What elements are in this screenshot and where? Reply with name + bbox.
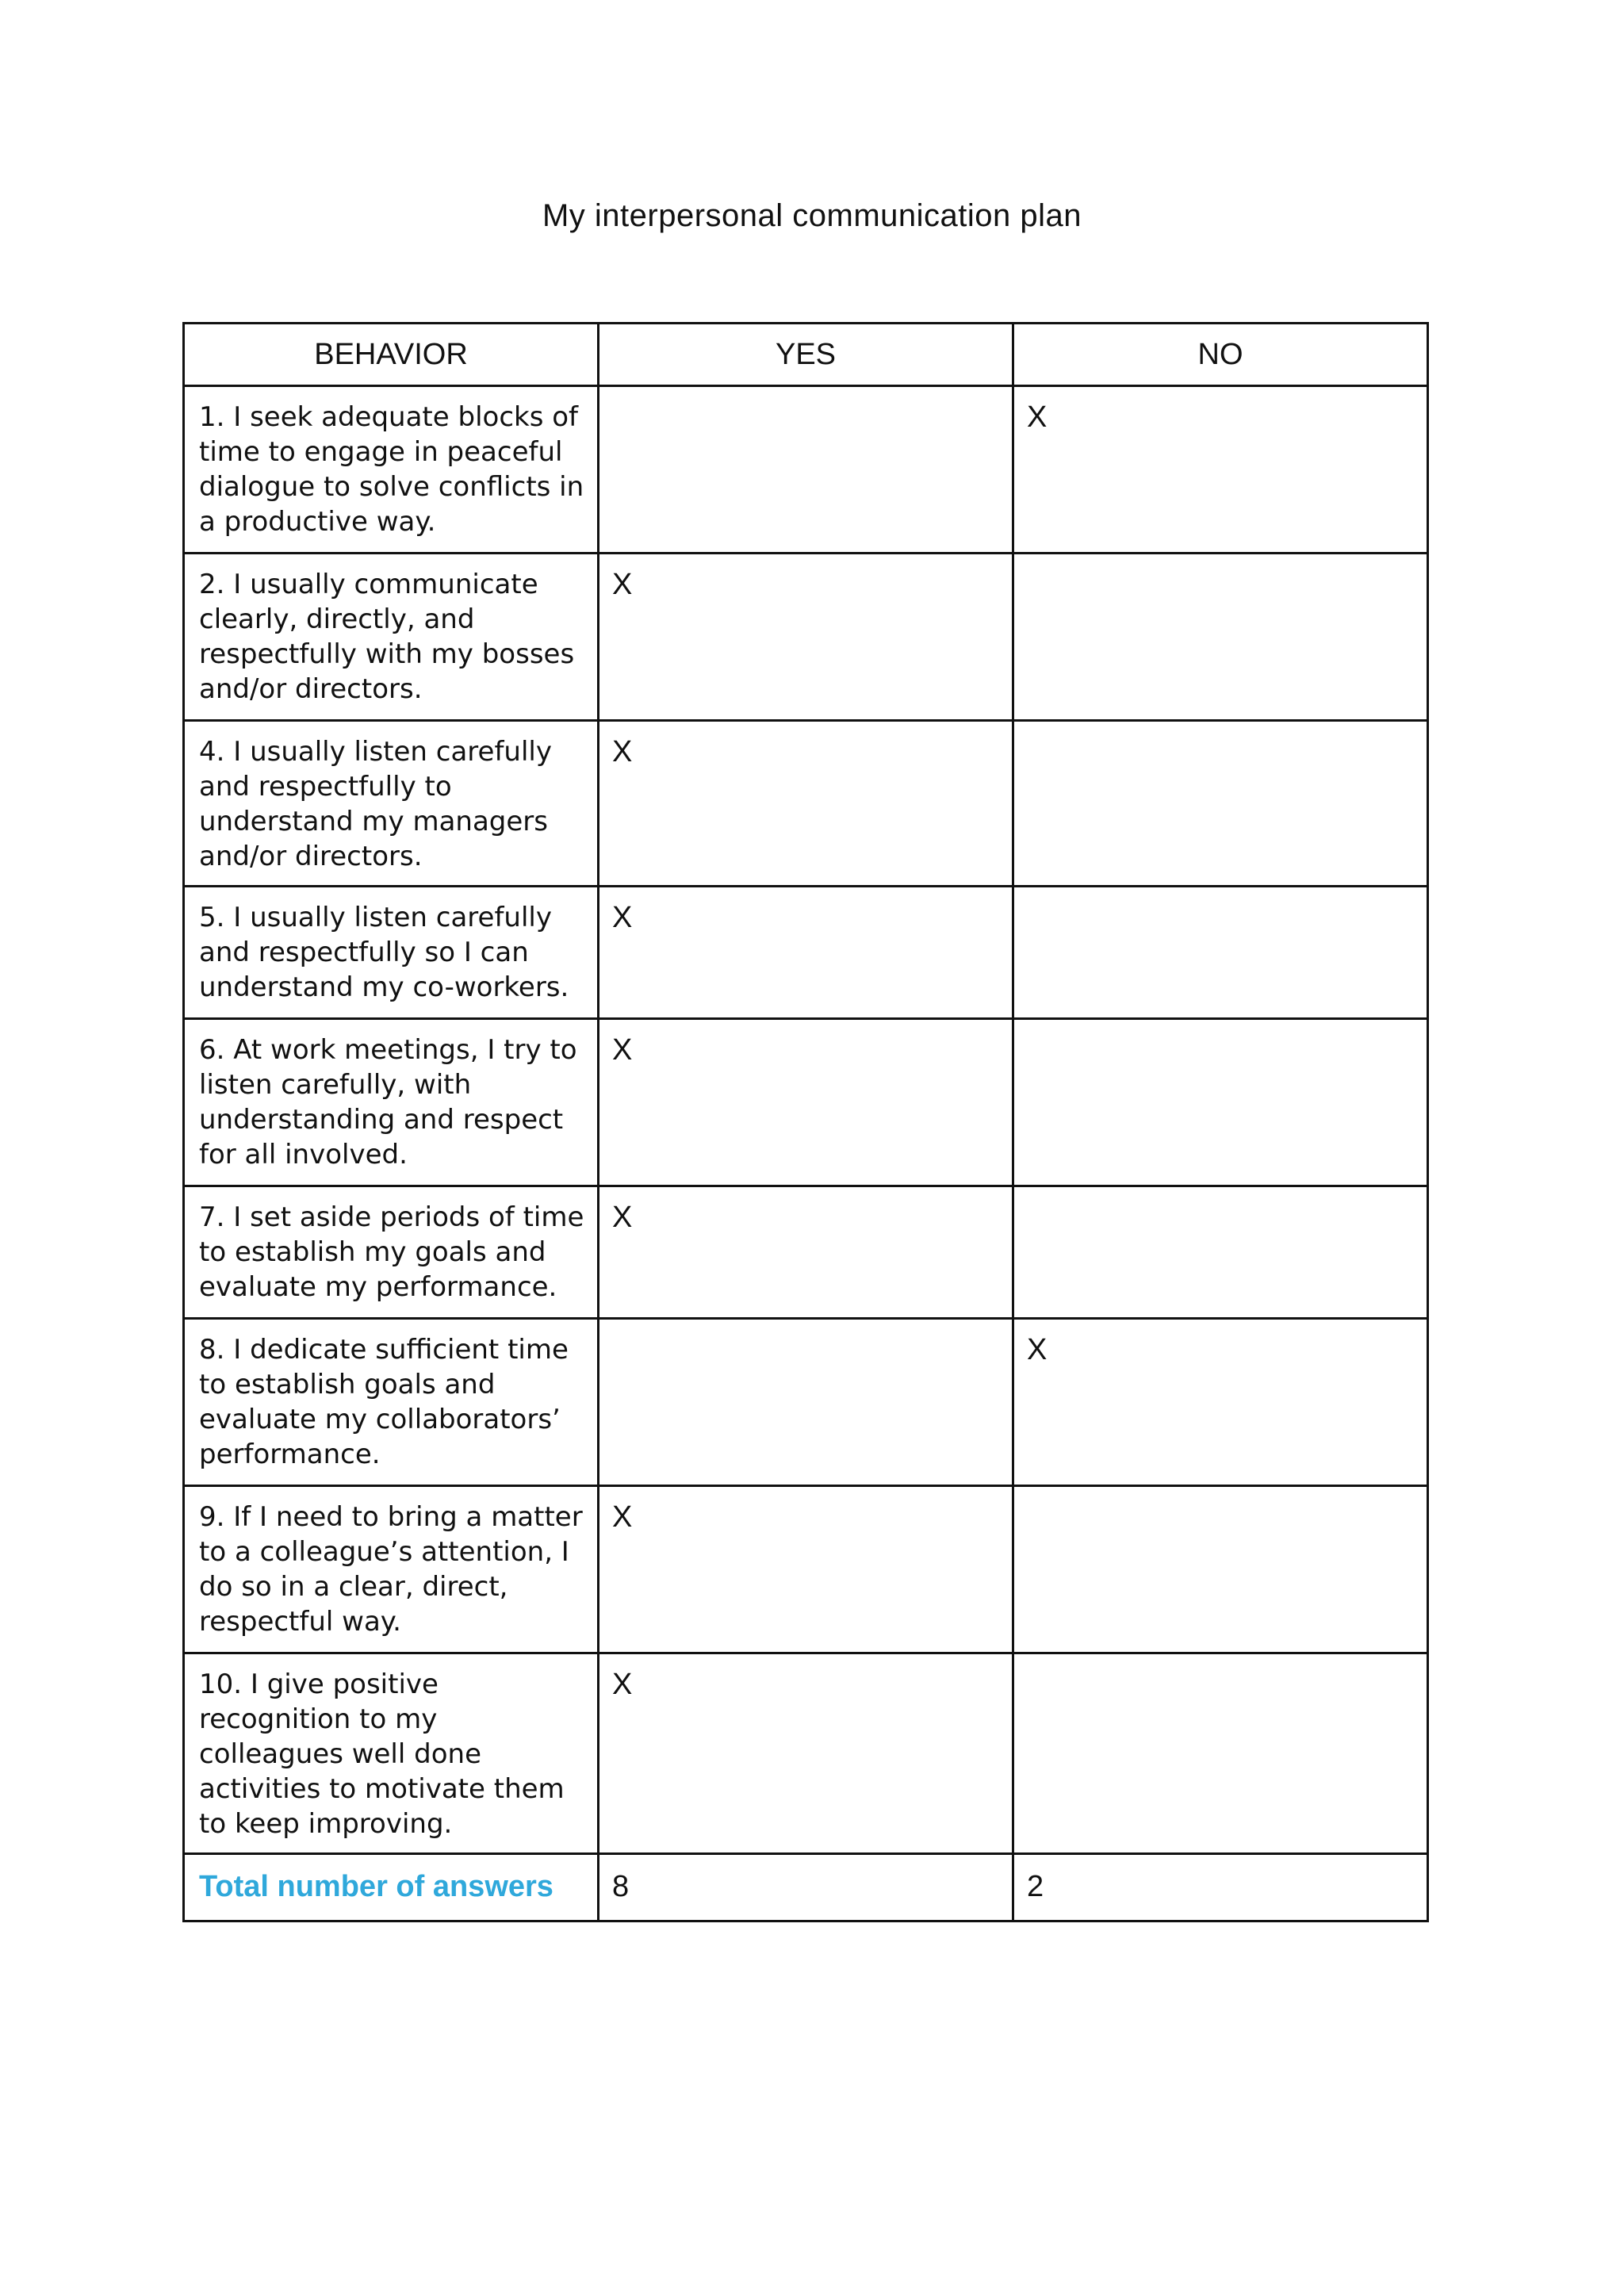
yes-mark: X: [612, 1500, 633, 1534]
table-row: [184, 1186, 1428, 1319]
no-mark: [1014, 1654, 1427, 1667]
no-cell: [1013, 1319, 1428, 1486]
table-row: [184, 1319, 1428, 1486]
no-cell: [1013, 887, 1428, 1019]
yes-mark: X: [612, 735, 633, 768]
behavior-text: 1. I seek adequate blocks of time to engage in peaceful dialogue to solve conflicts in a productive way.: [199, 401, 584, 538]
yes-cell: [599, 1319, 1013, 1486]
behavior-cell: [184, 1019, 599, 1186]
no-mark: [1014, 1487, 1427, 1500]
yes-cell: [599, 887, 1013, 1019]
no-mark: [1014, 722, 1427, 734]
yes-cell: [599, 1019, 1013, 1186]
yes-cell: [599, 1653, 1013, 1854]
table-row: [184, 1486, 1428, 1653]
header-behavior: BEHAVIOR: [184, 324, 599, 386]
behavior-text: 6. At work meetings, I try to listen carefully, with understanding and respect for all involved.: [199, 1034, 577, 1170]
table-row: [184, 386, 1428, 554]
no-mark: [1014, 554, 1427, 567]
total-label: Total number of answers: [199, 1870, 553, 1903]
behavior-cell: [184, 1319, 599, 1486]
yes-cell: [599, 386, 1013, 554]
communication-plan-table: [182, 322, 1429, 1922]
yes-cell: [599, 721, 1013, 887]
yes-mark: [599, 1320, 1012, 1332]
yes-mark: X: [612, 901, 633, 934]
behavior-text: 9. If I need to bring a matter to a colleague’s attention, I do so in a clear, direct, respectful way.: [199, 1501, 583, 1638]
total-no-cell: [1013, 1854, 1428, 1921]
behavior-text: 4. I usually listen carefully and respectfully to understand my managers and/or directors.: [199, 736, 552, 872]
behavior-text: 2. I usually communicate clearly, directly, and respectfully with my bosses and/or directors.: [199, 569, 575, 705]
no-cell: [1013, 1186, 1428, 1319]
behavior-text: 7. I set aside periods of time to establish my goals and evaluate my performance.: [199, 1201, 584, 1303]
behavior-text: 10. I give positive recognition to my colleagues well done activities to motivate them to keep improving.: [199, 1669, 565, 1840]
no-mark: [1014, 887, 1427, 900]
table-row: [184, 554, 1428, 721]
no-mark: [1014, 1187, 1427, 1200]
yes-cell: [599, 1486, 1013, 1653]
yes-mark: X: [612, 1033, 633, 1067]
header-no: NO: [1013, 324, 1428, 386]
no-cell: [1013, 1653, 1428, 1854]
no-cell: [1013, 1019, 1428, 1186]
yes-mark: [599, 387, 1012, 400]
behavior-cell: [184, 721, 599, 887]
behavior-cell: [184, 1486, 599, 1653]
table-row: [184, 721, 1428, 887]
behavior-cell: [184, 1653, 599, 1854]
no-mark: X: [1027, 400, 1048, 434]
yes-mark: X: [612, 1201, 633, 1234]
header-yes: YES: [599, 324, 1013, 386]
table-row: [184, 1653, 1428, 1854]
yes-mark: X: [612, 568, 633, 601]
no-cell: [1013, 1486, 1428, 1653]
table-row: [184, 887, 1428, 1019]
no-cell: [1013, 554, 1428, 721]
total-row: [184, 1854, 1428, 1921]
behavior-cell: [184, 554, 599, 721]
total-label-cell: [184, 1854, 599, 1921]
behavior-text: 8. I dedicate sufficient time to establish goals and evaluate my collaborators’ performance.: [199, 1334, 569, 1470]
total-yes-cell: [599, 1854, 1013, 1921]
yes-mark: X: [612, 1668, 633, 1701]
no-cell: [1013, 386, 1428, 554]
behavior-cell: [184, 1186, 599, 1319]
no-cell: [1013, 721, 1428, 887]
table-row: [184, 1019, 1428, 1186]
behavior-text: 5. I usually listen carefully and respectfully so I can understand my co-workers.: [199, 902, 569, 1003]
table-header-row: [184, 324, 1428, 386]
page-title: My interpersonal communication plan: [542, 198, 1082, 233]
total-yes-value: 8: [612, 1870, 630, 1903]
behavior-cell: [184, 887, 599, 1019]
total-no-value: 2: [1027, 1870, 1044, 1903]
no-mark: [1014, 1020, 1427, 1033]
yes-cell: [599, 1186, 1013, 1319]
no-mark: X: [1027, 1333, 1048, 1366]
yes-cell: [599, 554, 1013, 721]
behavior-cell: [184, 386, 599, 554]
